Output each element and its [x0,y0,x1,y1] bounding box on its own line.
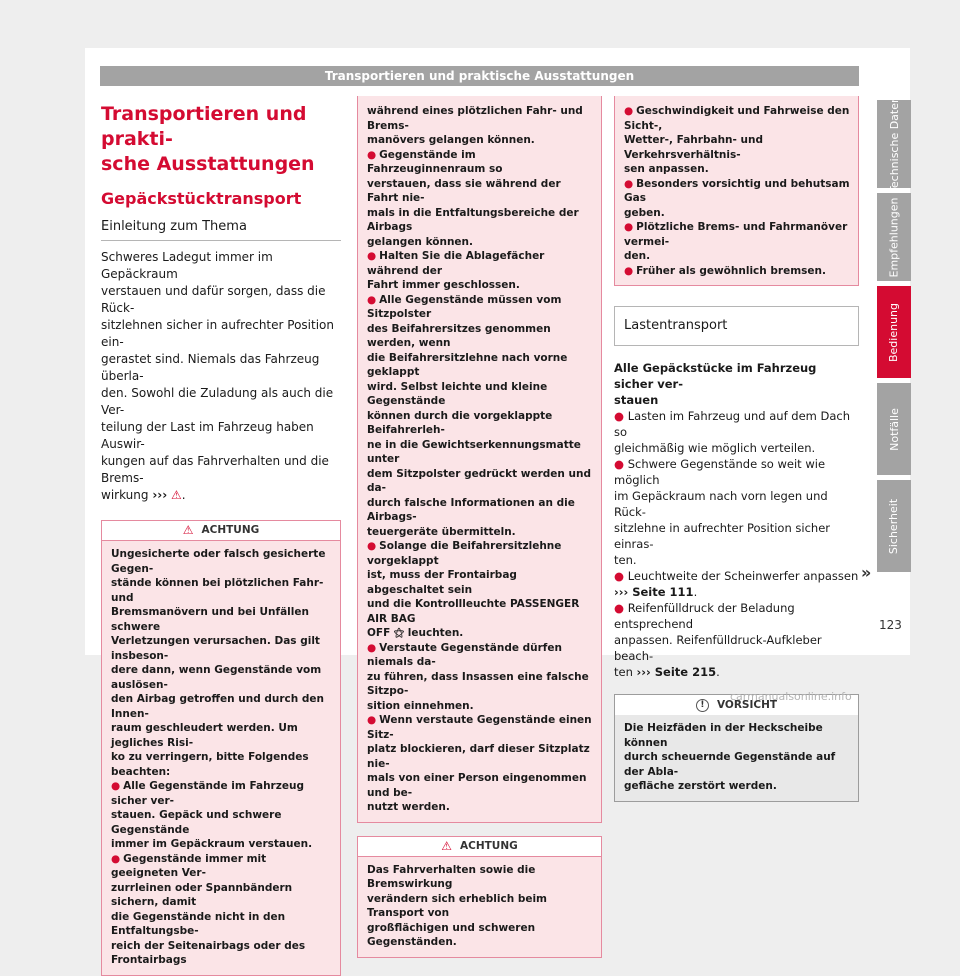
text-line: Halten Sie die Ablagefächer während der [367,250,545,277]
text-line: Ungesicherte oder falsch gesicherte Gegen- [111,548,326,575]
warning-triangle-icon: ⚠ [182,523,194,537]
text-line: durch falsche Informationen an die Airbags- [367,496,575,523]
text-line: kungen auf das Fahrverhalten und die Brems- [101,454,329,485]
tab-label: Technische Daten [887,95,901,193]
caution-box [614,694,859,802]
text-line: verstauen, dass sie während der Fahrt nie- [367,177,561,204]
text-line: während eines plötzlichen Fahr- und Brems- [367,105,583,132]
text-line: stände können bei plötzlichen Fahr- und [111,577,324,604]
text-line: gerastet sind. Niemals das Fahrzeug überla- [101,352,320,383]
text-line: Schwere Gegenstände so weit wie möglich [614,457,826,487]
text-line: Alle Gepäckstücke im Fahrzeug sicher ver- [614,361,817,391]
text-line: sitzlehnen sicher in aufrechter Position ein- [101,318,334,349]
list-item: ● Leuchtweite der Scheinwerfer anpassen ››› Seite 111. [614,569,859,599]
bullet-item [624,264,852,279]
text-line: wirkung ››› ⚠. [101,488,186,502]
text-line: zurrleinen oder Spannbändern sichern, damit [111,881,293,908]
warning-label: ACHTUNG [460,839,518,852]
item-list [614,408,859,680]
text-line: großflächigen und schweren Gegenständen. [367,921,536,948]
chapter-tabs [877,95,911,577]
bullet-icon: ● [111,852,121,865]
text-line: Gegenstände immer mit geeigneten Ver- [111,852,267,879]
bullet-item [367,713,595,815]
running-header: Transportieren und praktische Ausstattungen [100,66,859,86]
text-line: Gegenstände im Fahrzeuginnenraum so [367,148,503,175]
text-line: raum geschleudert werden. Um jegliches Risi- [111,722,298,749]
bullet-icon: ● [624,264,634,277]
tab-label: Empfehlungen [887,197,901,277]
text-line: geben. [624,206,665,219]
text-line: Plötzliche Brems- und Fahrmanöver vermei- [624,221,848,248]
bullet-item [111,852,334,968]
tab-empfehlungen[interactable] [877,193,911,281]
text-line: stauen [614,393,659,407]
warning-body [358,857,601,957]
subsection-title: Einleitung zum Thema [101,218,341,241]
bullet-icon: ● [614,601,628,615]
text-line: die Gegenstände nicht in den Entfaltungsbe- [111,910,286,937]
continue-arrow-icon: » [861,563,872,582]
chapter-title-line: Transportieren und prakti- [101,103,307,150]
text-line: stauen. Gepäck und schwere Gegenstände [111,809,282,836]
warning-box [357,836,602,958]
text-line: teuergeräte übermitteln. [367,525,516,538]
text-line: nutzt werden. [367,801,450,813]
bullet-icon: ● [614,457,628,471]
tab-sicherheit[interactable] [877,480,911,572]
text-line: die Beifahrersitzlehne nach vorne geklappt [367,351,568,378]
warning-body [615,96,858,285]
subheading [614,360,859,408]
bullet-icon: ● [367,641,377,654]
text-line: Besonders vorsichtig und behutsam Gas [624,177,850,204]
text-line: gefläche zerstört werden. [624,780,777,792]
watermark: carmanualsonline.info [730,690,852,703]
text-line: Verletzungen verursachen. Das gilt insbeson- [111,635,320,662]
text-line: anpassen. Reifenfülldruck-Aufkleber beach- [614,633,822,663]
bullet-item [367,148,595,250]
text-line: im Gepäckraum nach vorn legen und Rück- [614,489,828,519]
warning-triangle-icon: ⚠ [441,838,453,853]
bullet-icon: ● [614,409,628,423]
text-line: ten. [614,553,637,567]
text-fragment: wirkung [101,488,149,502]
list-item [614,408,859,456]
text-line: Das Fahrverhalten sowie die Bremswirkung [367,863,536,890]
text-line: verändern sich erheblich beim Transport von [367,892,547,919]
tab-label: Notfälle [887,407,901,451]
text-line: dere dann, wenn Gegenstände vom auslösen- [111,664,322,691]
page-reference-link[interactable]: ››› Seite 111 [614,585,694,599]
bullet-icon: ● [624,105,634,117]
list-item: ● Reifenfülldruck der Beladung entsprechend anpassen. Reifenfülldruck-Aufkleber beach- ten ››› Seite 215. [614,600,859,680]
text-line: manövers gelangen können. [367,134,535,146]
text-line: teilung der Last im Fahrzeug haben Auswir- [101,420,314,451]
text-line: sition einnehmen. [367,699,474,712]
text-line: den Airbag getroffen und durch den Innen- [111,693,325,720]
list-item [614,456,859,568]
text-line: Früher als gewöhnlich bremsen. [636,264,826,277]
warning-box [101,520,341,976]
bullet-icon: ● [367,714,377,726]
text-line: Bremsmanövern und bei Unfällen schwere [111,606,309,633]
text-line: sen anpassen. [624,163,709,175]
text-line: mals von einer Person eingenommen und be- [367,772,587,799]
bullet-item [367,539,595,641]
text-line: Die Heizfäden in der Heckscheibe können [624,722,823,749]
text-line: Reifenfülldruck der Beladung entsprechend [614,601,795,631]
text-line: Schweres Ladegut immer im Gepäckraum [101,250,273,281]
caution-label: VORSICHT [716,698,778,711]
text-line: des Beifahrersitzes genommen werden, wenn [367,322,551,349]
tab-technische-daten[interactable] [877,95,911,193]
bullet-icon: ● [624,177,634,190]
warning-body [102,541,340,975]
text-line: Leuchtweite der Scheinwerfer anpassen [627,569,859,583]
warning-label: ACHTUNG [201,524,260,536]
text-line: ist, muss der Frontairbag abgeschaltet sein [367,569,517,596]
warning-triangle-icon: ⚠ [171,488,182,502]
text-line: sitzlehne in aufrechter Position sicher einras- [614,521,830,551]
bullet-icon: ● [614,569,628,583]
bullet-icon: ● [367,293,377,306]
text-line: können durch die vorgeklappte Beifahrerleh- [367,409,553,436]
intro-paragraph [101,249,341,504]
bullet-item [624,104,852,177]
page-reference-link[interactable]: ››› Seite 215 [636,665,717,679]
chapter-title [101,102,341,177]
text-line: zu führen, dass Insassen eine falsche Sitzpo- [367,670,589,697]
text-line: Wenn verstaute Gegenstände einen Sitz- [367,714,592,741]
bullet-icon: ● [367,250,377,262]
bullet-icon: ● [624,221,634,233]
text-line: den. [624,250,651,262]
text-line: durch scheuernde Gegenstände auf der Abla- [624,751,836,778]
text-line: ko zu verringern, bitte Folgendes beachten: [111,751,309,778]
tab-bedienung[interactable] [877,286,911,378]
text-line: verstauen und dafür sorgen, dass die Rück- [101,284,326,315]
text-line: Geschwindigkeit und Fahrweise den Sicht-, [624,105,850,132]
text-line: Lasten im Fahrzeug und auf dem Dach so [614,409,851,439]
text-line: Verstaute Gegenstände dürfen niemals da- [367,641,562,668]
tab-notfaelle[interactable] [877,383,911,475]
bullet-item [111,779,334,852]
text-line: Alle Gegenstände im Fahrzeug sicher ver- [111,780,304,807]
bullet-icon: ● [111,780,121,792]
text-fragment: ten [614,665,633,679]
section-title: Gepäckstücktransport [101,189,302,208]
info-circle-icon: ! [696,699,709,712]
bullet-item [367,293,595,540]
reference-arrow[interactable]: ››› [152,488,168,502]
text-line: den. Sowohl die Zuladung als auch die Ver- [101,386,334,417]
warning-box-continued [357,96,602,823]
text-line: wird. Selbst leichte und kleine Gegenstände [367,380,548,407]
warning-header [102,521,340,541]
text-line: dem Sitzpolster gedrückt werden und da- [367,467,592,494]
caution-body [615,715,858,801]
bullet-icon: ● [367,148,377,161]
page-number: 123 [879,618,902,632]
text-line: Wetter-, Fahrbahn- und Verkehrsverhältnis- [624,134,763,161]
text-line: platz blockieren, darf dieser Sitzplatz nie- [367,743,590,770]
text-line: reich der Seitenairbags oder des Frontairbags [111,939,306,966]
text-line: gleichmäßig wie möglich verteilen. [614,441,816,455]
warning-box-continued [614,96,859,286]
text-line: Solange die Beifahrersitzlehne vorgeklappt [367,540,562,567]
text-line: Fahrt immer geschlossen. [367,279,520,291]
section-heading: Lastentransport [614,306,859,346]
text-line: Alle Gegenstände müssen vom Sitzpolster [367,293,562,320]
column-1 [101,96,341,976]
text-line: gelangen können. [367,235,474,248]
bullet-item [367,249,595,293]
bullet-item [624,177,852,221]
tab-label: Sicherheit [887,498,901,554]
chapter-title-line: sche Ausstattungen [101,153,315,175]
tab-label: Bedienung [887,302,901,362]
bullet-item [367,641,595,714]
text-line: und die Kontrollleuchte PASSENGER AIR BAG [367,598,580,625]
column-2 [357,96,602,958]
text-line: OFF ⚝ leuchten. [367,627,464,639]
warning-body [358,96,601,822]
bullet-item [624,220,852,264]
text-line: immer im Gepäckraum verstauen. [111,838,313,850]
bullet-icon: ● [367,540,377,552]
warning-header [358,837,601,857]
text-line: mals in die Entfaltungsbereiche der Airbags [367,206,579,233]
text-line: ne in die Gewichtserkennungsmatte unter [367,438,581,465]
